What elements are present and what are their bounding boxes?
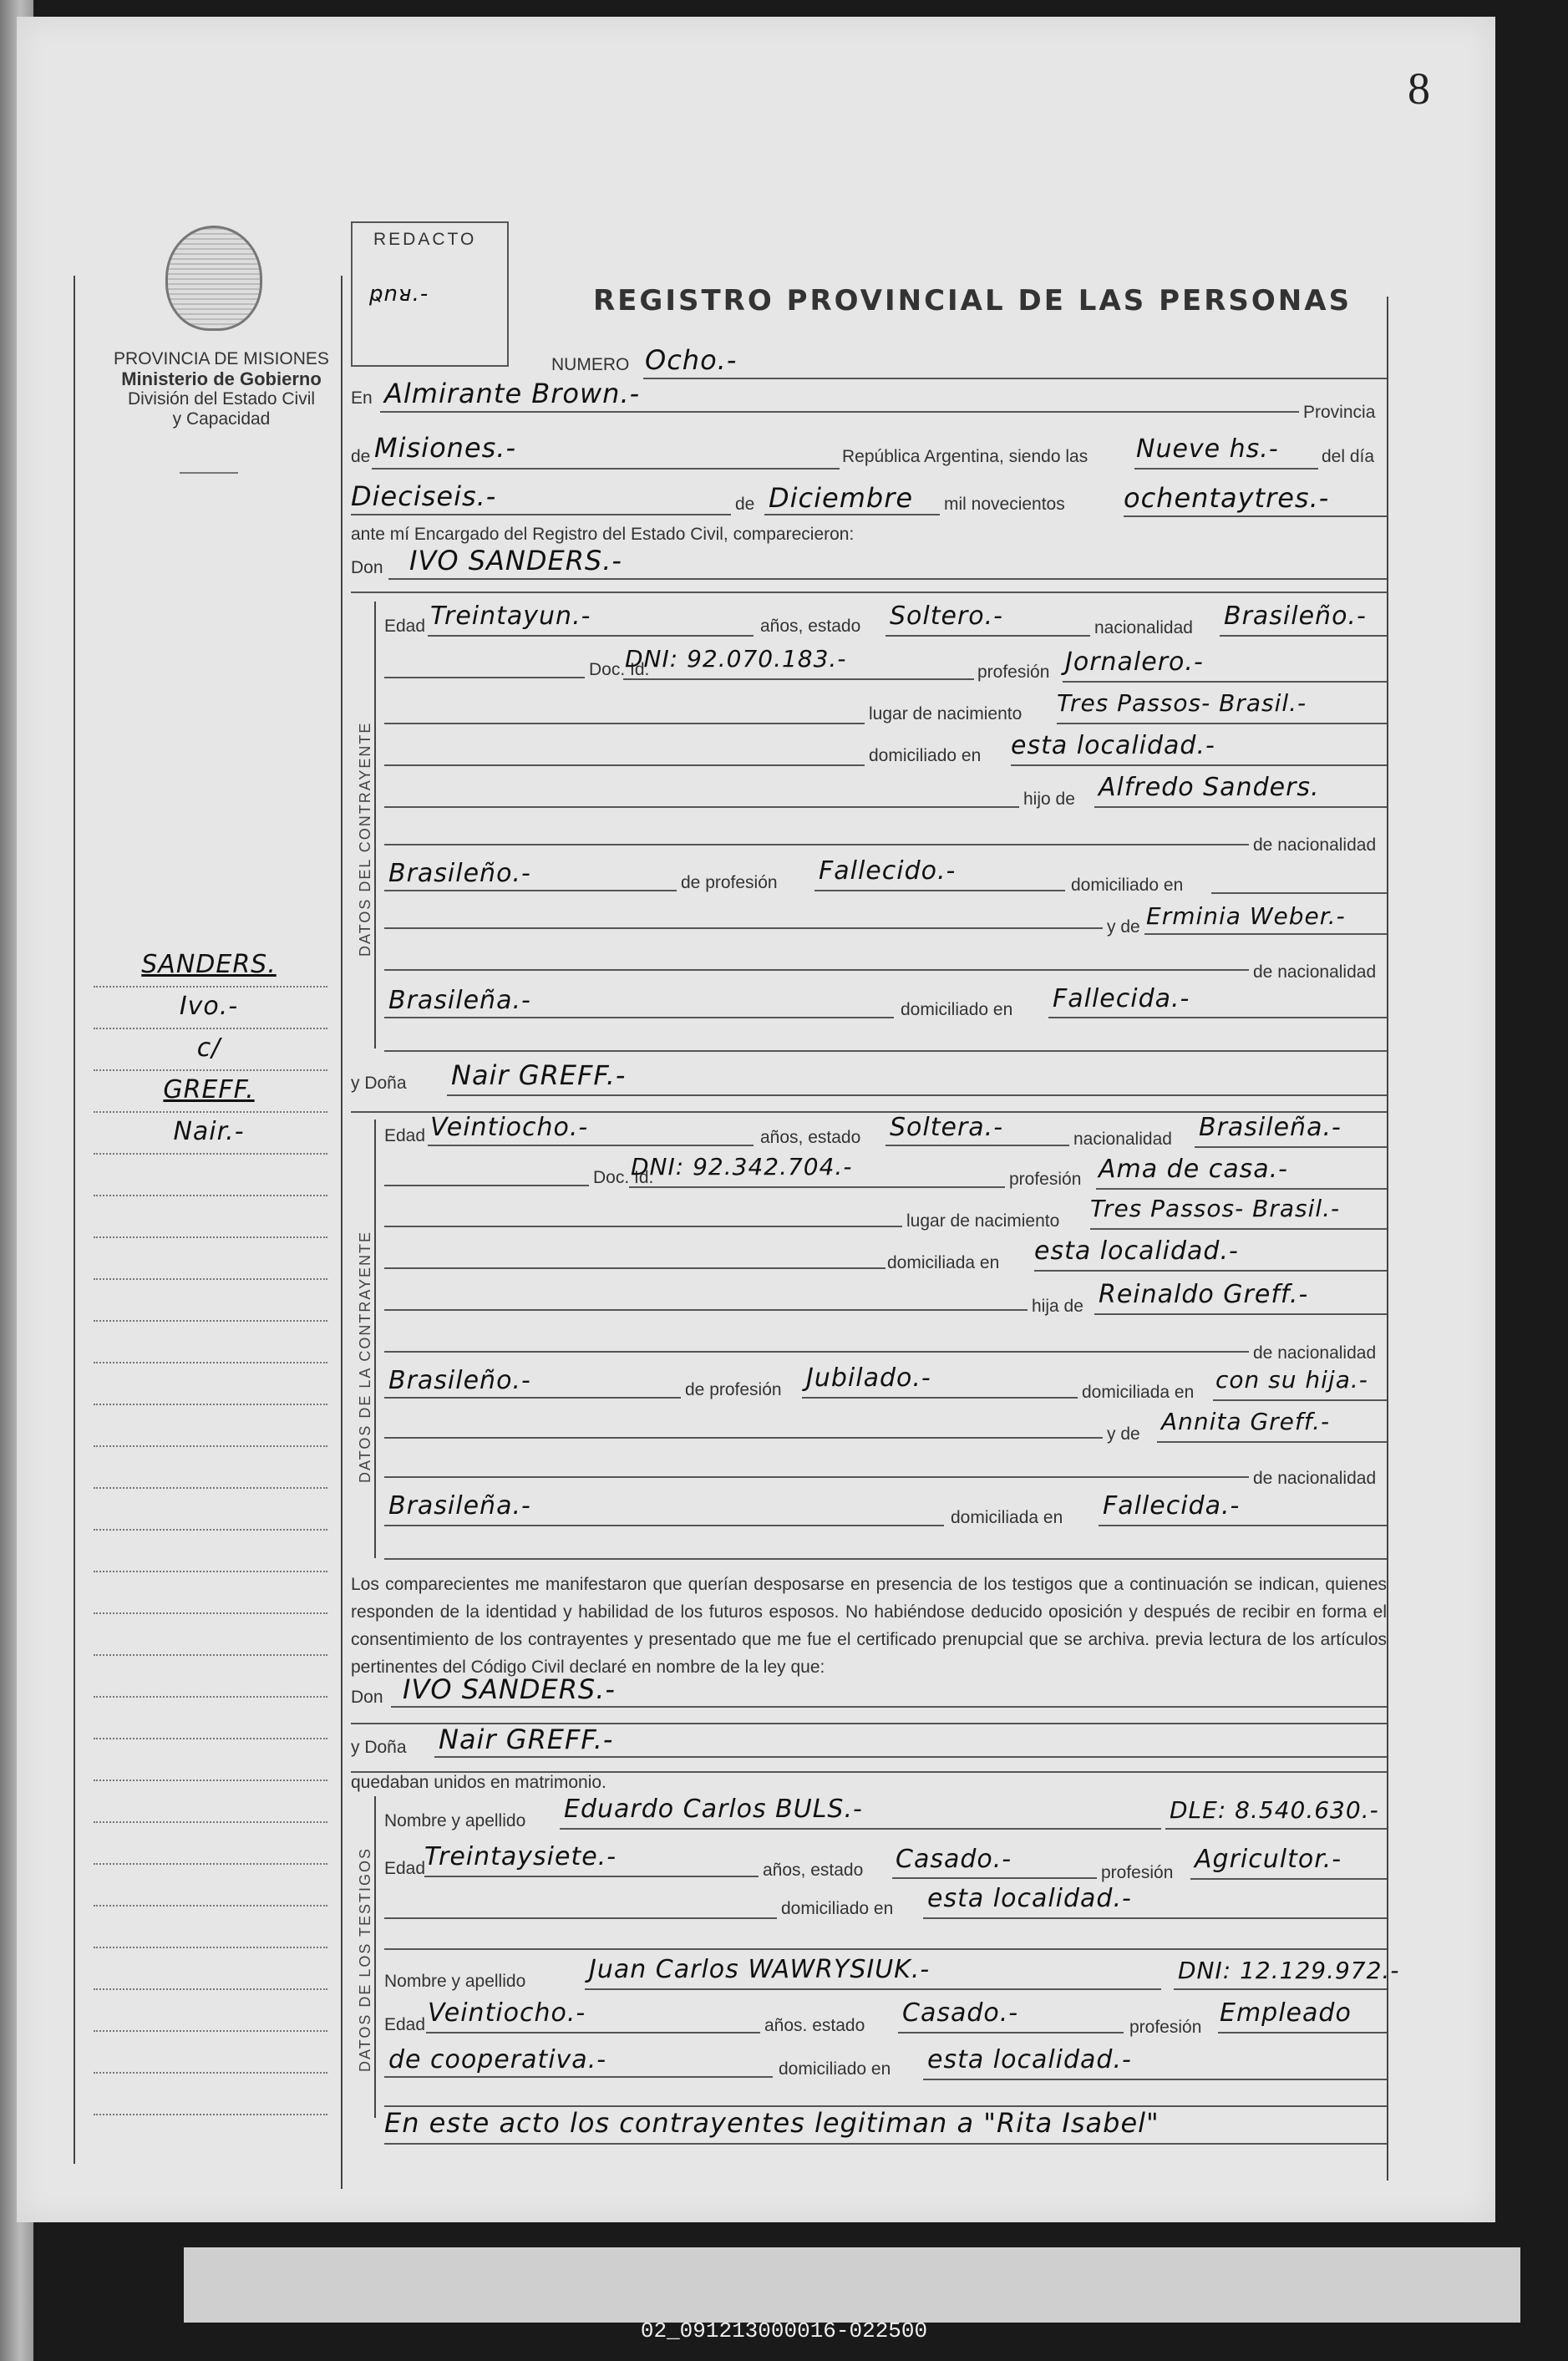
- letterhead-capacity: y Capacidad: [172, 409, 271, 429]
- c-doc: DNI: 92.070.183.-: [625, 645, 847, 673]
- margin-note-with: c/: [196, 1033, 221, 1063]
- f-madre: Annita Greff.-: [1161, 1408, 1331, 1435]
- f-domiciliada-label: domiciliada en: [887, 1253, 1000, 1272]
- republica-label: República Argentina, siendo las: [842, 447, 1088, 466]
- letterhead: [84, 349, 359, 429]
- margin-note: [92, 944, 326, 1153]
- c-padre: Alfredo Sanders.: [1099, 773, 1320, 802]
- redacto-stamp: [351, 221, 509, 367]
- c-de-nac-label: de nacionalidad: [1253, 835, 1377, 855]
- t1-estado: Casado.-: [896, 1845, 1012, 1874]
- margin-rule: [94, 1111, 327, 1113]
- c-nacionalidad: Brasileño.-: [1224, 602, 1367, 631]
- del-dia-label: del día: [1322, 447, 1375, 466]
- don-label: Don: [351, 558, 383, 577]
- dona-value: Nair GREFF.-: [451, 1059, 627, 1091]
- f-edad: Veintiocho.-: [430, 1113, 589, 1142]
- de-label: de: [351, 447, 371, 466]
- margin-rule: [94, 1153, 327, 1155]
- ante-text: ante mí Encargado del Registro del Estado Civil, comparecieron:: [351, 525, 855, 544]
- margin-rule: [94, 986, 327, 988]
- c-edad: Treintayun.-: [430, 602, 591, 631]
- t1-dom: esta localidad.-: [927, 1884, 1132, 1913]
- margin-rule: [94, 1236, 327, 1238]
- t2-prof-label: profesión: [1129, 2018, 1202, 2037]
- testigos-section-label: DATOS DE LOS TESTIGOS: [357, 1846, 373, 2072]
- f-padre-dom: con su hija.-: [1215, 1366, 1368, 1394]
- f-domicilio: esta localidad.-: [1034, 1236, 1239, 1266]
- en-value: Almirante Brown.-: [384, 378, 641, 409]
- f-profesion-label: profesión: [1009, 1170, 1082, 1189]
- margin-rule: [94, 1821, 327, 1823]
- f-padre: Reinaldo Greff.-: [1099, 1280, 1309, 1309]
- page-number: 8: [1408, 63, 1430, 114]
- margin-rule: [94, 1947, 327, 1948]
- dia-value: Dieciseis.-: [351, 480, 497, 512]
- f-anos-label: años, estado: [760, 1128, 861, 1147]
- contrayente-f-section-label: DATOS DE LA CONTRAYENTE: [357, 1230, 373, 1483]
- margin-rule: [94, 1362, 327, 1363]
- t1-nombre: Eduardo Carlos BULS.-: [564, 1795, 863, 1824]
- f-de-nac-label: de nacionalidad: [1253, 1343, 1377, 1363]
- numero-label: NUMERO: [551, 355, 630, 374]
- t2-prof2: de cooperativa.-: [388, 2045, 607, 2074]
- decl-don: IVO SANDERS.-: [403, 1673, 616, 1705]
- f-doc: DNI: 92.342.704.-: [631, 1153, 853, 1180]
- f-padre-prof: Jubilado.-: [806, 1363, 931, 1393]
- margin-note-surname: SANDERS.: [141, 950, 277, 979]
- declaration-text: Los comparecientes me manifestaron que querían desposarse en presencia de los testigos que a continuación se indican, quienes responden de la identidad y habilidad de los futuros esposos. No habiéndose deducido oposición y después de recibir en forma el consentimiento de los contrayentes y presentado que me fue el certificado prenupcial que se archiva. previa lectura de los artículos pertinentes del Código Civil declaré en nombre de la ley que:: [351, 1575, 1387, 1677]
- numero-value: Ocho.-: [645, 344, 738, 376]
- t1-dom-label: domiciliado en: [781, 1899, 894, 1918]
- f-estado: Soltera.-: [890, 1113, 1004, 1142]
- t1-edad-label: Edad: [384, 1859, 426, 1878]
- c-dom-en-label: domiciliado en: [1071, 876, 1184, 895]
- decl-dona-label: y Doña: [351, 1738, 407, 1757]
- t1-nombre-label: Nombre y apellido: [384, 1811, 526, 1830]
- t1-edad: Treintaysiete.-: [424, 1842, 617, 1871]
- footer-id: 02_091213000016-022500: [640, 2318, 928, 2343]
- margin-rule: [94, 1738, 327, 1739]
- c-lugar-label: lugar de nacimiento: [869, 704, 1022, 724]
- f-lugar-label: lugar de nacimiento: [906, 1211, 1060, 1231]
- don-value: IVO SANDERS.-: [409, 545, 622, 576]
- t2-edad: Veintiocho.-: [428, 1998, 586, 2028]
- provincia-label: Provincia: [1303, 403, 1376, 422]
- margin-note-name: Ivo.-: [179, 992, 239, 1021]
- f-padre-nac: Brasileño.-: [388, 1366, 531, 1395]
- margin-rule: [94, 1696, 327, 1698]
- c-madre: Erminia Weber.-: [1146, 902, 1346, 930]
- t1-prof: Agricultor.-: [1195, 1845, 1342, 1874]
- f-hija-label: hija de: [1032, 1297, 1083, 1316]
- document-page: [17, 17, 1495, 2222]
- t2-dom-label: domiciliado en: [779, 2059, 891, 2079]
- margin-rule: [94, 1320, 327, 1322]
- letterhead-division: División del Estado Civil: [127, 389, 316, 409]
- margin-rule: [94, 1654, 327, 1656]
- de-value: Misiones.-: [374, 432, 516, 464]
- c-estado: Soltero.-: [890, 602, 1004, 631]
- margin-rule: [94, 1445, 327, 1447]
- f-de-nac-label-2: de nacionalidad: [1253, 1469, 1377, 1488]
- t2-prof: Empleado: [1220, 1998, 1352, 2028]
- margin-rule: [94, 1028, 327, 1029]
- stamp-label: REDACTO: [373, 230, 477, 249]
- f-profesion: Ama de casa.-: [1099, 1155, 1288, 1184]
- c-domiciliado-label: domiciliado en: [869, 746, 982, 765]
- c-y-de-label: y de: [1107, 917, 1140, 937]
- de2-label: de: [735, 495, 755, 514]
- t2-edad-label: Edad: [384, 2015, 426, 2034]
- hora-value: Nueve hs.-: [1136, 434, 1279, 464]
- f-madre-dom: Fallecida.-: [1103, 1491, 1241, 1521]
- margin-rule: [94, 1780, 327, 1781]
- f-doc-label: Doc. Id.: [593, 1168, 654, 1187]
- f-madre-nac: Brasileña.-: [388, 1491, 531, 1521]
- c-de-prof-label: de profesión: [681, 873, 778, 892]
- margin-rule: [94, 1404, 327, 1405]
- c-hijo-label: hijo de: [1023, 790, 1075, 809]
- c-nacionalidad-label: nacionalidad: [1094, 618, 1193, 637]
- stamp-initials: ҏnᴚ.-: [369, 282, 429, 307]
- t2-nombre-label: Nombre y apellido: [384, 1972, 526, 1991]
- c-lugar: Tres Passos- Brasil.-: [1057, 689, 1307, 717]
- f-y-de-label: y de: [1107, 1424, 1140, 1444]
- final-note: En este acto los contrayentes legitiman a "Rita Isabel": [384, 2107, 1160, 2139]
- anio-value: ochentaytres.-: [1124, 482, 1330, 514]
- t1-anos-label: años, estado: [763, 1861, 864, 1880]
- margin-note-name2: Nair.-: [173, 1117, 245, 1146]
- c-de-nac-label-2: de nacionalidad: [1253, 962, 1377, 982]
- quedaban-text: quedaban unidos en matrimonio.: [351, 1773, 606, 1792]
- mil-label: mil novecientos: [944, 495, 1065, 514]
- c-dom-en-label-2: domiciliado en: [901, 1000, 1013, 1019]
- margin-rule: [94, 1069, 327, 1071]
- margin-rule: [94, 1487, 327, 1489]
- c-profesion-label: profesión: [977, 663, 1050, 682]
- t2-anos-label: años. estado: [764, 2016, 865, 2035]
- page-title: REGISTRO PROVINCIAL DE LAS PERSONAS: [593, 284, 1352, 317]
- decl-dona: Nair GREFF.-: [439, 1724, 614, 1755]
- t2-estado: Casado.-: [902, 1998, 1019, 2028]
- f-de-prof-label: de profesión: [685, 1380, 782, 1399]
- f-dom-en-label: domiciliada en: [1082, 1383, 1195, 1402]
- misiones-seal-icon: [165, 226, 262, 331]
- t2-doc: DNI: 12.129.972.-: [1178, 1957, 1400, 1984]
- c-edad-label: Edad: [384, 617, 426, 636]
- en-label: En: [351, 388, 373, 408]
- f-nacionalidad-label: nacionalidad: [1073, 1130, 1172, 1149]
- c-profesion: Jornalero.-: [1065, 647, 1204, 677]
- contrayente-section-label: DATOS DEL CONTRAYENTE: [357, 721, 373, 957]
- margin-rule: [94, 1905, 327, 1907]
- margin-rule: [94, 1195, 327, 1196]
- margin-rule: [94, 1988, 327, 1990]
- c-doc-label: Doc. Id.: [589, 660, 650, 679]
- t2-dom: esta localidad.-: [927, 2045, 1132, 2074]
- f-dom-en-label-2: domiciliada en: [951, 1508, 1063, 1527]
- letterhead-province: PROVINCIA DE MISIONES: [114, 349, 329, 368]
- t1-prof-label: profesión: [1101, 1863, 1174, 1882]
- bottom-page-edge: [184, 2247, 1520, 2323]
- f-edad-label: Edad: [384, 1126, 426, 1145]
- c-madre-nac: Brasileña.-: [388, 986, 531, 1015]
- margin-rule: [94, 1529, 327, 1531]
- t1-doc: DLE: 8.540.630.-: [1170, 1796, 1379, 1824]
- margin-rule: [94, 2072, 327, 2074]
- t2-nombre: Juan Carlos WAWRYSIUK.-: [589, 1955, 931, 1984]
- dona-label: y Doña: [351, 1074, 407, 1093]
- margin-note-surname2: GREFF.: [163, 1075, 255, 1104]
- f-lugar: Tres Passos- Brasil.-: [1090, 1195, 1341, 1222]
- margin-rule: [94, 2114, 327, 2115]
- c-domicilio: esta localidad.-: [1011, 731, 1215, 760]
- c-padre-prof: Fallecido.-: [819, 856, 957, 886]
- letterhead-ministry: Ministerio de Gobierno: [121, 368, 322, 389]
- margin-rule: [94, 1571, 327, 1572]
- mes-value: Diciembre: [769, 482, 914, 514]
- c-madre-dom: Fallecida.-: [1053, 984, 1190, 1013]
- margin-rule: [94, 1278, 327, 1280]
- margin-rule: [94, 1612, 327, 1614]
- decl-don-label: Don: [351, 1688, 383, 1707]
- c-padre-nac: Brasileño.-: [388, 859, 531, 888]
- f-nacionalidad: Brasileña.-: [1199, 1113, 1342, 1142]
- c-anos-label: años, estado: [760, 617, 861, 636]
- margin-rule: [94, 2030, 327, 2032]
- margin-rule: [94, 1863, 327, 1865]
